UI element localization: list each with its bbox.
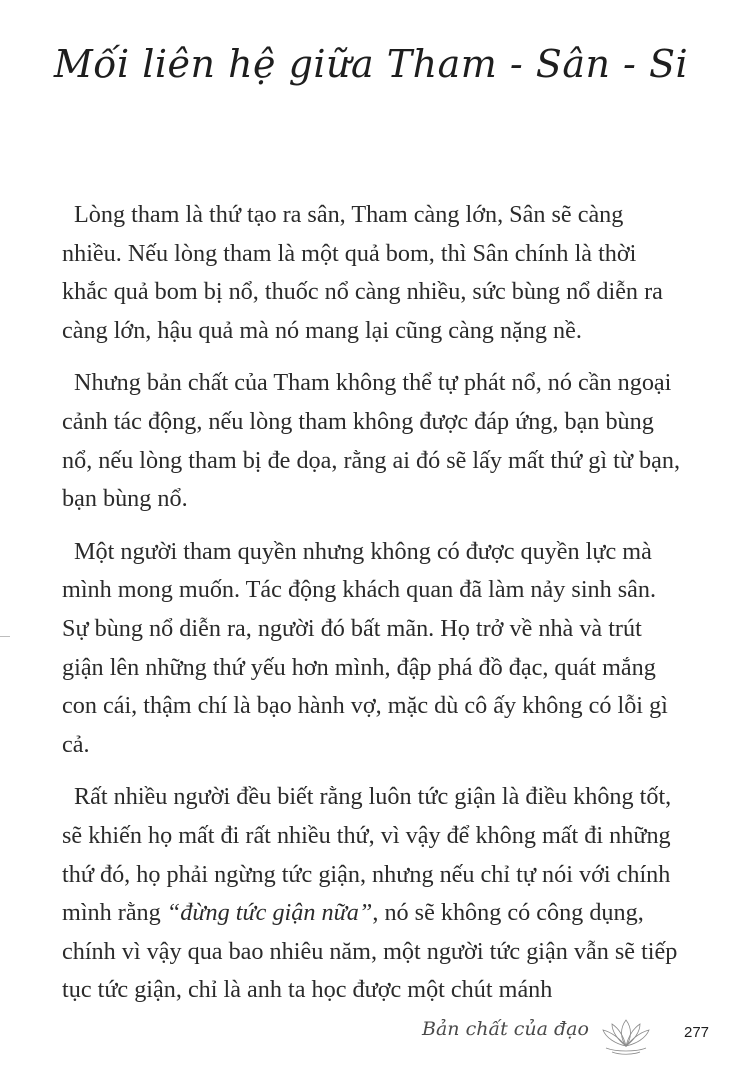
- paragraph-4-end: , nó sẽ không có công dụng, chính vì vậy qua bao nhiêu năm, một người tức giận vẫn sẽ tiếp tục tức giận, chỉ là anh ta học được một chút mánh: [62, 899, 678, 1004]
- paragraph-2: Nhưng bản chất của Tham không thể tự phát nổ, nó cần ngoại cảnh tác động, nếu lòng tham không được đáp ứng, bạn bùng nổ, nếu lòng tham bị đe dọa, rằng ai đó sẽ lấy mất thứ gì từ bạn, bạn bùng nổ.: [62, 369, 681, 513]
- paragraph-1: Lòng tham là thứ tạo ra sân, Tham càng lớn, Sân sẽ càng nhiều. Nếu lòng tham là một quả bom, thì Sân chính là thời khắc quả bom bị nổ, thuốc nổ càng nhiều, sức bùng nổ diễn ra càng lớn, hậu quả mà nó mang lại cũng càng nặng nề.: [62, 201, 663, 344]
- page-number: 277: [684, 1024, 710, 1041]
- paragraph-3: Một người tham quyền nhưng không có được quyền lực mà mình mong muốn. Tác động khách quan đã làm nảy sinh sân. Sự bùng nổ diễn ra, người đó bất mãn. Họ trở về nhà và trút giận lên những thứ yếu hơn mình, đập phá đồ đạc, quát mắng con cái, thậm chí là bạo hành vợ, mặc dù cô ấy không có lỗi gì cả.: [62, 537, 668, 758]
- running-footer-title: Bản chất của đạo: [422, 1018, 589, 1040]
- lotus-icon: [598, 1014, 654, 1058]
- body-text: [62, 196, 680, 1024]
- quoted-phrase: “đừng tức giận nữa”: [166, 899, 373, 927]
- chapter-title: Mối liên hệ giữa Tham - Sân - Si: [53, 42, 689, 86]
- margin-mark: [0, 636, 10, 637]
- paragraph-4: [62, 778, 680, 1010]
- paragraph-4-start: Rất nhiều người đều biết rằng luôn tức giận là điều không tốt, sẽ khiến họ mất đi rất nhiều thứ, vì vậy để không mất đi những thứ đó, họ phải ngừng tức giận, nhưng nếu chỉ tự nói với chính mình rằng: [62, 783, 672, 927]
